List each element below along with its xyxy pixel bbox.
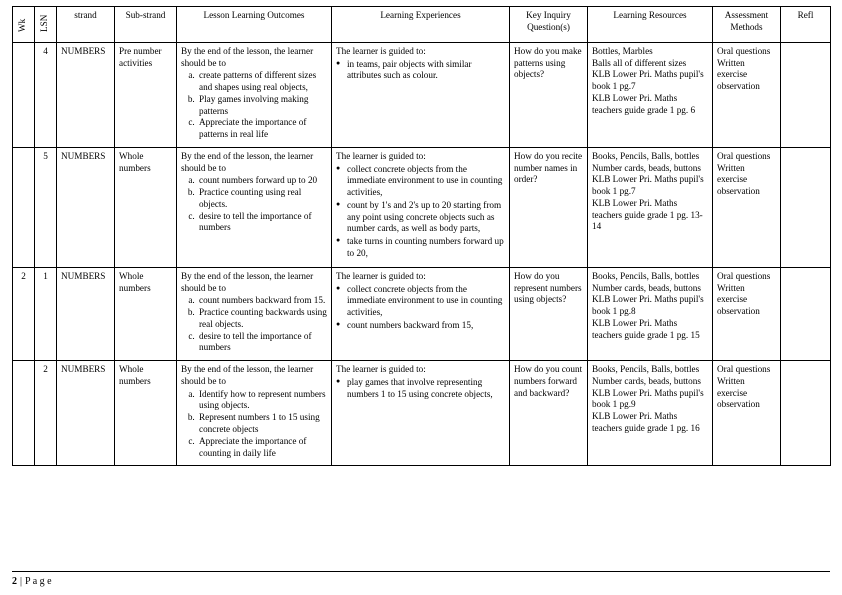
outcome-item: a. count numbers forward up to 20	[197, 175, 327, 187]
experience-item: ● collect concrete objects from the immediate environment to use in counting activities,	[347, 164, 505, 199]
cell-learning-outcomes	[177, 42, 332, 147]
cell-learning-resources	[588, 361, 713, 466]
cell-week	[13, 147, 35, 267]
resource-item: KLB Lower Pri. Maths teachers guide grade 1 pg. 16	[592, 411, 700, 433]
column-header-key-inquiry: Key Inquiry Question(s)	[510, 7, 588, 43]
experiences-intro: The learner is guided to:	[336, 364, 426, 375]
cell-week	[13, 42, 35, 147]
experience-item: ● take turns in counting numbers forward up to 20,	[347, 236, 505, 260]
table-row	[13, 147, 831, 267]
resource-item: KLB Lower Pri. Maths teachers guide grade 1 pg. 6	[592, 92, 696, 115]
footer-page-label: P a g e	[25, 576, 52, 587]
cell-strand: NUMBERS	[57, 147, 115, 267]
assessment-item: Oral questions	[717, 45, 771, 56]
resource-item: Books, Pencils, Balls, bottles	[592, 270, 700, 281]
experience-item: ● collect concrete objects from the immediate environment to use in counting activities,	[347, 284, 505, 319]
cell-learning-experiences	[332, 361, 510, 466]
cell-learning-experiences	[332, 42, 510, 147]
resource-item: KLB Lower Pri. Maths pupil's book 1 pg.8	[592, 294, 704, 317]
cell-learning-resources	[588, 267, 713, 360]
cell-reflection	[781, 267, 831, 360]
outcome-item: a. Identify how to represent numbers using objects.	[197, 389, 327, 413]
cell-sub-strand: Whole numbers	[115, 147, 177, 267]
assessment-item: observation	[717, 186, 760, 197]
cell-sub-strand: Whole numbers	[115, 267, 177, 360]
experience-item: ● in teams, pair objects with similar attributes such as colour.	[347, 59, 505, 83]
outcome-item: a. create patterns of different sizes and shapes using real objects,	[197, 70, 327, 94]
assessment-item: Written exercise	[717, 162, 748, 185]
assessment-item: observation	[717, 81, 760, 92]
column-header-strand: strand	[57, 7, 115, 43]
experiences-intro: The learner is guided to:	[336, 270, 426, 281]
cell-sub-strand: Pre number activities	[115, 42, 177, 147]
cell-lesson: 5	[35, 147, 57, 267]
column-header-resources: Learning Resources	[588, 7, 713, 43]
resource-item: Balls all of different sizes	[592, 57, 687, 68]
cell-sub-strand: Whole numbers	[115, 361, 177, 466]
experiences-list	[336, 59, 505, 83]
cell-learning-outcomes	[177, 361, 332, 466]
scheme-of-work-table	[12, 6, 831, 466]
experiences-intro: The learner is guided to:	[336, 45, 426, 56]
outcome-item: a. count numbers backward from 15.	[197, 295, 327, 307]
outcomes-intro: By the end of the lesson, the learner should be to	[181, 270, 314, 293]
resource-item: KLB Lower Pri. Maths pupil's book 1 pg.7	[592, 174, 704, 197]
cell-week	[13, 361, 35, 466]
cell-assessment-methods	[713, 147, 781, 267]
assessment-item: observation	[717, 399, 760, 410]
table-row	[13, 267, 831, 360]
column-header-sub-strand: Sub-strand	[115, 7, 177, 43]
cell-learning-resources	[588, 147, 713, 267]
resource-item: Bottles, Marbles	[592, 45, 653, 56]
assessment-item: Oral questions	[717, 150, 771, 161]
cell-reflection	[781, 361, 831, 466]
outcome-item: c. desire to tell the importance of numbers	[197, 331, 327, 355]
outcome-item: b. Play games involving making patterns	[197, 94, 327, 118]
experience-item: ● count by 1's and 2's up to 20 starting from any point using concrete objects such as number cards, as well as body parts,	[347, 200, 505, 235]
column-header-outcomes: Lesson Learning Outcomes	[177, 7, 332, 43]
resource-item: KLB Lower Pri. Maths pupil's book 1 pg.9	[592, 387, 704, 410]
column-header-lsn: LSN	[35, 7, 57, 43]
experience-item: ● play games that involve representing numbers 1 to 15 using concrete objects,	[347, 377, 505, 401]
assessment-item: Oral questions	[717, 364, 771, 375]
cell-learning-outcomes	[177, 147, 332, 267]
resource-item: KLB Lower Pri. Maths teachers guide grade 1 pg. 15	[592, 317, 700, 340]
outcomes-intro: By the end of the lesson, the learner should be to	[181, 45, 314, 68]
cell-reflection	[781, 42, 831, 147]
assessment-item: observation	[717, 306, 760, 317]
assessment-item: Written exercise	[717, 375, 748, 398]
cell-reflection	[781, 147, 831, 267]
table-row	[13, 42, 831, 147]
outcomes-list	[181, 389, 327, 460]
cell-lesson: 1	[35, 267, 57, 360]
experience-item: ● count numbers backward from 15,	[347, 320, 505, 332]
cell-learning-experiences	[332, 147, 510, 267]
outcomes-intro: By the end of the lesson, the learner should be to	[181, 364, 314, 386]
cell-learning-resources	[588, 42, 713, 147]
experiences-list	[336, 284, 505, 332]
experiences-list	[336, 164, 505, 260]
resource-item: Books, Pencils, Balls, bottles	[592, 150, 700, 161]
cell-week: 2	[13, 267, 35, 360]
column-header-wk: Wk	[13, 7, 35, 43]
table-header-row	[13, 7, 831, 43]
outcome-item: c. Appreciate the importance of patterns in real life	[197, 117, 327, 141]
resource-item: KLB Lower Pri. Maths teachers guide grade 1 pg. 13-14	[592, 197, 703, 232]
footer-page-number: 2	[12, 576, 17, 587]
resource-item: Number cards, beads, buttons	[592, 375, 701, 386]
column-header-refl: Refl	[781, 7, 831, 43]
outcome-item: b. Practice counting using real objects.	[197, 187, 327, 211]
assessment-item: Oral questions	[717, 270, 771, 281]
cell-lesson: 4	[35, 42, 57, 147]
footer-separator: |	[20, 576, 23, 587]
cell-strand: NUMBERS	[57, 361, 115, 466]
resource-item: Number cards, beads, buttons	[592, 282, 701, 293]
outcomes-list	[181, 70, 327, 141]
resource-item: Number cards, beads, buttons	[592, 162, 701, 173]
cell-key-inquiry-question: How do you recite number names in order?	[510, 147, 588, 267]
cell-learning-experiences	[332, 267, 510, 360]
cell-key-inquiry-question: How do you represent numbers using objects?	[510, 267, 588, 360]
cell-assessment-methods	[713, 42, 781, 147]
cell-strand: NUMBERS	[57, 42, 115, 147]
cell-learning-outcomes	[177, 267, 332, 360]
experiences-list	[336, 377, 505, 401]
page-footer	[12, 571, 830, 587]
resource-item: KLB Lower Pri. Maths pupil's book 1 pg.7	[592, 69, 704, 92]
cell-lesson: 2	[35, 361, 57, 466]
outcome-item: c. Appreciate the importance of counting in daily life	[197, 436, 327, 460]
column-header-assessment: Assessment Methods	[713, 7, 781, 43]
cell-key-inquiry-question: How do you count numbers forward and backward?	[510, 361, 588, 466]
outcomes-intro: By the end of the lesson, the learner should be to	[181, 150, 314, 173]
assessment-item: Written exercise	[717, 282, 748, 305]
cell-assessment-methods	[713, 267, 781, 360]
column-header-experiences: Learning Experiences	[332, 7, 510, 43]
assessment-item: Written exercise	[717, 57, 748, 80]
outcome-item: b. Practice counting backwards using real objects.	[197, 307, 327, 331]
table-row	[13, 361, 831, 466]
table-body	[13, 42, 831, 466]
outcomes-list	[181, 295, 327, 354]
cell-assessment-methods	[713, 361, 781, 466]
outcome-item: b. Represent numbers 1 to 15 using concrete objects	[197, 412, 327, 436]
outcomes-list	[181, 175, 327, 234]
outcome-item: c. desire to tell the importance of numbers	[197, 211, 327, 235]
cell-key-inquiry-question: How do you make patterns using objects?	[510, 42, 588, 147]
cell-strand: NUMBERS	[57, 267, 115, 360]
resource-item: Books, Pencils, Balls, bottles	[592, 364, 700, 375]
experiences-intro: The learner is guided to:	[336, 150, 426, 161]
